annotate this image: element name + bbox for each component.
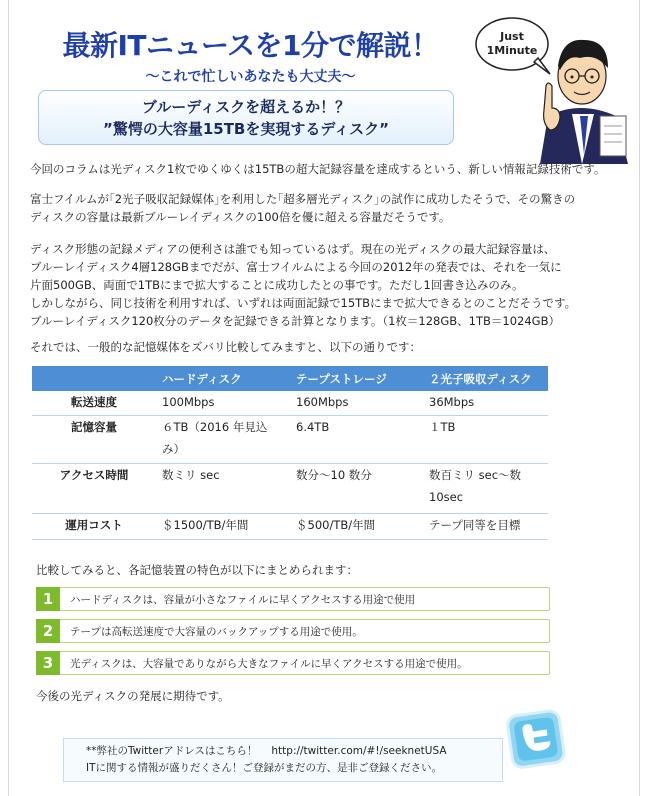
headline-box xyxy=(38,90,454,145)
table-cell: テープ同等を目標 xyxy=(423,513,548,539)
row-label: 記憶容量 xyxy=(32,415,156,463)
summary-item-text: ハードディスクは、容量が小さなファイルに早くアクセスする用途で使用 xyxy=(70,593,416,606)
twitter-line-1 xyxy=(86,743,502,760)
paragraph-3-line: 片面500GB、両面で1TBにまで拡大することに成功したとの事です。ただし1回書き込みのみ。 xyxy=(30,278,524,292)
table-header-cell: ハードディスク xyxy=(156,366,290,391)
row-label: 運用コスト xyxy=(32,513,156,539)
page-title: 最新ITニュースを1分で解説！ xyxy=(62,29,439,62)
table-cell: 36Mbps xyxy=(423,391,548,415)
summary-item-number: 1 xyxy=(36,587,60,611)
paragraph-3 xyxy=(30,240,630,330)
table-cell: 160Mbps xyxy=(290,391,423,415)
table-cell: 数分〜10 数分 xyxy=(290,463,423,513)
table-cell: ＄500/TB/年間 xyxy=(290,513,423,539)
table-cell: 100Mbps xyxy=(156,391,290,415)
paragraph-2-line: 富士フイルムが｢2光子吸収記録媒体｣を利用した｢超多層光ディスク｣の試作に成功したそうで、その驚きの xyxy=(30,192,576,206)
table-header-cell xyxy=(32,366,156,391)
twitter-box xyxy=(63,738,503,782)
summary-item-number: 2 xyxy=(36,619,60,643)
paragraph-4: それでは、一般的な記憶媒体をズバリ比較してみますと、以下の通りです： xyxy=(30,340,421,354)
summary-item xyxy=(36,651,550,675)
paragraph-2 xyxy=(30,190,630,226)
businessman-mascot-icon xyxy=(470,4,646,164)
table-cell-line: み） xyxy=(162,441,185,456)
table-cell: 6.4TB xyxy=(290,415,423,463)
closing-text: 今後の光ディスクの発展に期待です。 xyxy=(36,689,230,703)
table-header-cell: ２光子吸収ディスク xyxy=(423,366,548,391)
summary-intro: 比較してみると、各記憶装置の特色が以下にまとめられます： xyxy=(36,563,358,577)
twitter-link[interactable]: http://twitter.com/#!/seeknetUSA xyxy=(271,745,447,757)
paragraph-3-line: ディスク形態の記録メディアの便利さは誰でも知っているはず。現在の光ディスクの最大記録容量は、 xyxy=(30,242,556,256)
comparison-table xyxy=(32,366,548,540)
bubble-line-2: 1Minute xyxy=(486,44,538,57)
table-row xyxy=(32,463,548,513)
table-header-row xyxy=(32,366,548,391)
headline-line-2: ”驚愕の大容量15TBを実現するディスク” xyxy=(102,120,390,138)
table-cell xyxy=(156,415,290,463)
table-cell-line: ６TB（2016 年見込 xyxy=(162,419,268,434)
summary-item-number: 3 xyxy=(36,651,60,675)
summary-item xyxy=(36,619,550,643)
table-row xyxy=(32,513,548,539)
paragraph-3-line: しかしながら、同じ技術を利用すれば、いずれは両面記録で15TBにまで拡大できるとのことだそうです。 xyxy=(30,296,577,310)
twitter-line-2: ITに関する情報が盛りだくさん！ご登録がまだの方、是非ご登録ください。 xyxy=(86,762,443,774)
paragraph-3-line: ブルーレイディスク4層128GBまでだが、富士フイルムによる今回の2012年の発表では、それを一気に xyxy=(30,260,562,274)
table-cell: 数ミリ sec xyxy=(156,463,290,513)
paragraph-3-line: ブルーレイディスク120枚分のデータを記録できる計算となります。（1枚＝128GB、1TB＝1024GB） xyxy=(30,314,560,328)
headline-line-1: ブルーディスクを超えるか！？ xyxy=(141,98,351,116)
page-subtitle: 〜これで忙しいあなたも大丈夫〜 xyxy=(145,69,356,85)
row-label: 転送速度 xyxy=(32,391,156,415)
bubble-line-1: Just xyxy=(500,30,524,43)
table-cell xyxy=(423,463,548,513)
table-cell: ＄1500/TB/年間 xyxy=(156,513,290,539)
row-label: アクセス時間 xyxy=(32,463,156,513)
summary-item-text: テープは高転送速度で大容量のバックアップする用途で使用。 xyxy=(70,625,363,638)
table-row xyxy=(32,415,548,463)
table-cell-line: 数百ミリ sec〜数 xyxy=(429,467,522,482)
paragraph-2-line: ディスクの容量は最新ブルーレイディスクの100倍を優に超える容量だそうです。 xyxy=(30,210,451,224)
twitter-bird-icon[interactable] xyxy=(492,705,582,775)
table-header-cell: テープストレージ xyxy=(290,366,423,391)
twitter-intro-text: **弊社のTwitterアドレスはこちら！ xyxy=(86,745,258,757)
paragraph-1: 今回のコラムは光ディスク1枚でゆくゆくは15TBの超大記録容量を達成するという、新しい情報記録技術です。 xyxy=(30,162,606,176)
summary-item xyxy=(36,587,550,611)
summary-item-text: 光ディスクは、大容量でありながら大きなファイルに早くアクセスする用途で使用。 xyxy=(70,657,468,670)
table-row xyxy=(32,391,548,415)
table-cell: １TB xyxy=(423,415,548,463)
table-cell-line: 10sec xyxy=(429,489,464,504)
